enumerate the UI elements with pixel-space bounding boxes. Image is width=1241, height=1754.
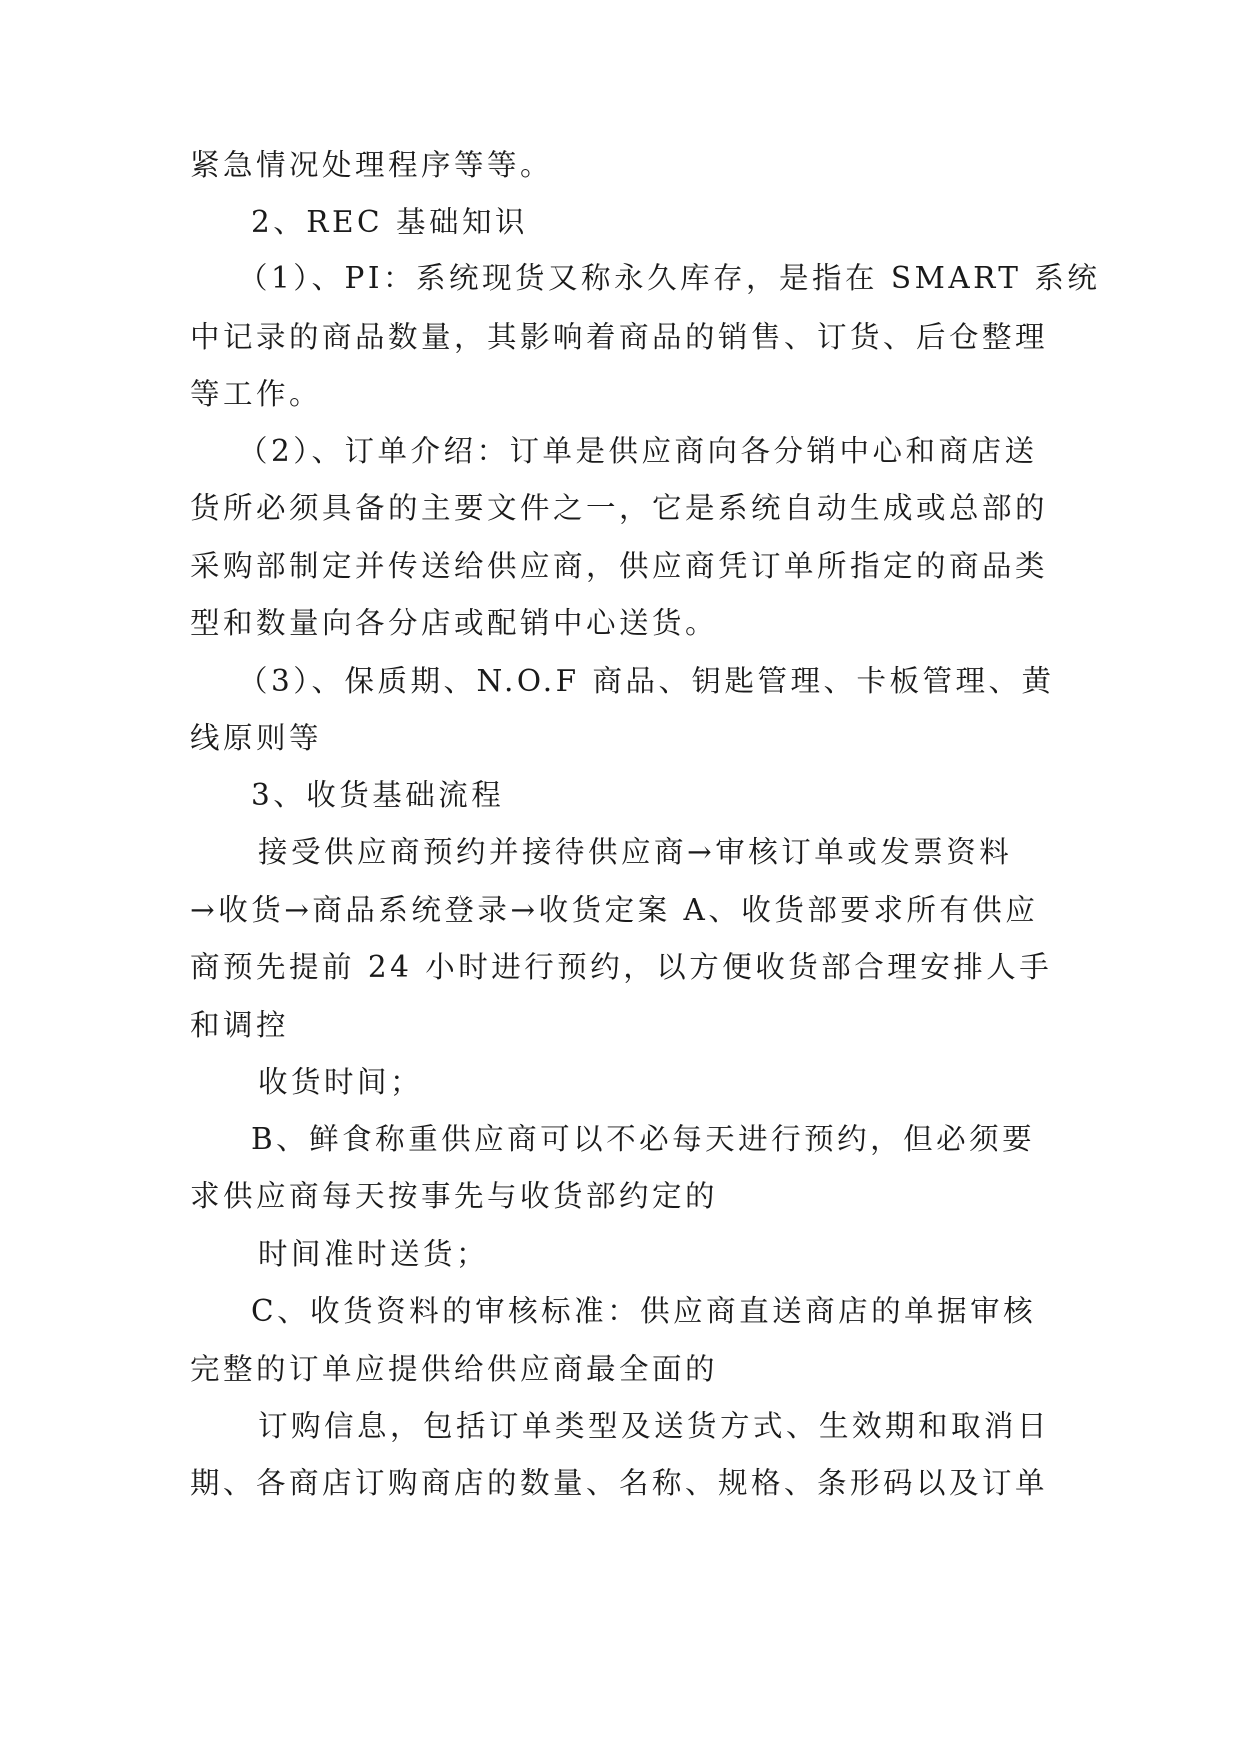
text-line: 收货时间；	[258, 1065, 424, 1099]
text-line: 型和数量向各分店或配销中心送货。	[190, 606, 719, 640]
text-line: 求供应商每天按事先与收货部约定的	[190, 1179, 719, 1213]
section-heading: 3、收货基础流程	[251, 778, 505, 812]
text-line: 和调控	[190, 1008, 290, 1042]
text-line: （1）、PI：系统现货又称永久库存，是指在 SMART 系统	[238, 261, 1101, 295]
text-line: （3）、保质期、N.O.F 商品、钥匙管理、卡板管理、黄	[238, 664, 1055, 698]
text-line: →收货→商品系统登录→收货定案 A、收货部要求所有供应	[190, 893, 1039, 927]
text-line: 商预先提前 24 小时进行预约，以方便收货部合理安排人手	[190, 950, 1053, 984]
text-line: 订购信息，包括订单类型及送货方式、生效期和取消日	[258, 1409, 1051, 1443]
text-line: 货所必须具备的主要文件之一，它是系统自动生成或总部的	[190, 491, 1049, 525]
section-heading: 2、REC 基础知识	[251, 205, 528, 239]
text-line: 完整的订单应提供给供应商最全面的	[190, 1352, 719, 1386]
text-line: 采购部制定并传送给供应商，供应商凭订单所指定的商品类	[190, 549, 1049, 583]
text-line: 时间准时送货；	[258, 1237, 490, 1271]
text-line: 期、各商店订购商店的数量、名称、规格、条形码以及订单	[190, 1466, 1049, 1500]
text-line: （2）、订单介绍：订单是供应商向各分销中心和商店送	[238, 434, 1038, 468]
text-line: 接受供应商预约并接待供应商→审核订单或发票资料	[258, 835, 1013, 869]
text-line: C、收货资料的审核标准：供应商直送商店的单据审核	[251, 1294, 1037, 1328]
text-line: 中记录的商品数量，其影响着商品的销售、订货、后仓整理	[190, 320, 1049, 354]
text-line: 紧急情况处理程序等等。	[190, 148, 554, 182]
text-line: 等工作。	[190, 377, 323, 411]
text-line: 线原则等	[190, 721, 323, 755]
text-line: B、鲜食称重供应商可以不必每天进行预约，但必须要	[251, 1122, 1036, 1156]
